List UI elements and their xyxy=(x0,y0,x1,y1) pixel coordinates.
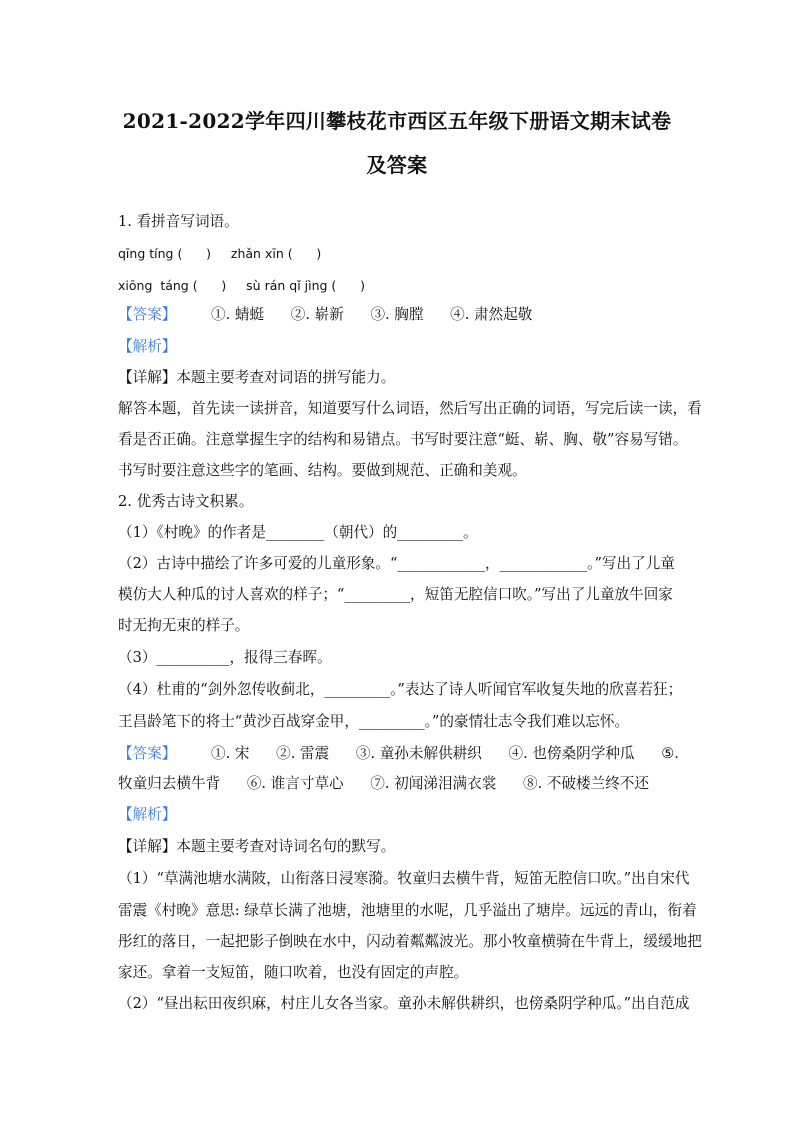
answer-item: ①. 蜻蜓 xyxy=(211,306,265,323)
explanation-line: 彤红的落日，一起把影子倒映在水中，闪动着粼粼波光。那小牧童横骑在牛背上，缓缓地把 xyxy=(118,933,702,950)
pinyin-line-1: qīng tíng ( ) zhǎn xīn ( ) xyxy=(118,246,322,261)
detail-tag: 【详解】 xyxy=(118,369,177,386)
answer-item: ④. 肃然起敬 xyxy=(450,306,533,323)
detail-line xyxy=(118,368,678,388)
detail-tag: 【详解】 xyxy=(118,838,177,855)
question-2-sub-4-cont: 王昌龄笔下的将士“黄沙百战穿金甲，_________。”的豪情壮志令我们难以忘怀。 xyxy=(118,713,630,730)
paragraph-line: 解答本题，首先读一读拼音，知道要写什么词语，然后写出正确的词语，写完后读一读，看 xyxy=(118,400,702,417)
answer-item: ①. 宋 xyxy=(211,745,250,762)
answer-item: 牧童归去横牛背 xyxy=(118,775,221,792)
answer-item: ③. 胸膛 xyxy=(370,306,424,323)
answer-item: ⑥. 谁言寸草心 xyxy=(246,775,344,792)
paragraph-line: 书写时要注意这些字的笔画、结构。要做到规范、正确和美观。 xyxy=(118,462,527,479)
detail-text: 本题主要考查对词语的拼写能力。 xyxy=(176,369,396,386)
detail-line xyxy=(118,837,678,857)
answer-item: ⑦. 初闻涕泪满衣裳 xyxy=(370,775,497,792)
question-2-sub-4: （4）杜甫的“剑外忽传收蓟北，_________。”表达了诗人听闻官军收复失地的欣喜若狂； xyxy=(118,681,683,698)
pinyin-line-2: xiōng táng ( ) sù rán qǐ jìng ( ) xyxy=(118,278,366,293)
question-2-sub-2-cont: 模仿大人种瓜的讨人喜欢的样子；“_________，短笛无腔信口吹。”写出了儿童放牛回家 xyxy=(118,586,673,603)
document-title-line2: 及答案 xyxy=(366,153,428,177)
explanation-line: 雷震《村晚》意思: 绿草长满了池塘，池塘里的水呢，几乎溢出了塘岸。远远的青山，衔着 xyxy=(118,902,697,919)
paragraph-line: 看是否正确。注意掌握生字的结构和易错点。书写时要注意“蜓、崭、胸、敬”容易写错。 xyxy=(118,431,688,448)
answer-tag: 【答案】 xyxy=(118,745,177,762)
explanation-line: 家还。拿着一支短笛，随口吹着，也没有固定的声腔。 xyxy=(118,964,469,981)
document-title-line1: 2021-2022学年四川攀枝花市西区五年级下册语文期末试卷 xyxy=(122,109,672,133)
question-2-sub-1: （1）《村晚》的作者是________（朝代）的_________。 xyxy=(118,524,478,541)
analysis-tag: 【解析】 xyxy=(118,338,177,355)
detail-text: 本题主要考查对诗词名句的默写。 xyxy=(176,838,396,855)
answer-item: ②. 雷震 xyxy=(276,745,330,762)
analysis-tag: 【解析】 xyxy=(118,806,177,823)
question-1-prompt: 1. 看拼音写词语。 xyxy=(118,213,239,230)
answer-item: ⑧. 不破楼兰终不还 xyxy=(522,775,649,792)
answer-tag: 【答案】 xyxy=(118,306,177,323)
answer-item: ③. 童孙未解供耕织 xyxy=(355,745,482,762)
question-2-sub-2-cont: 时无拘无束的样子。 xyxy=(118,617,250,634)
answer-item: ②. 崭新 xyxy=(290,306,344,323)
question-1-answer-row xyxy=(118,305,678,325)
question-2-sub-2: （2）古诗中描绘了许多可爱的儿童形象。“____________，____________。”写出了儿童 xyxy=(118,555,675,572)
answer-item: ⑤. xyxy=(661,745,679,762)
question-2-answer-row-cont xyxy=(118,774,678,794)
question-2-sub-3: （3）__________，报得三春晖。 xyxy=(118,649,332,666)
question-2-answer-row xyxy=(118,744,678,764)
question-2-prompt: 2. 优秀古诗文积累。 xyxy=(118,493,254,510)
explanation-line: （1）“草满池塘水满陂，山衔落日浸寒漪。牧童归去横牛背，短笛无腔信口吹。”出自宋代 xyxy=(118,870,690,887)
explanation-line: （2）“昼出耘田夜织麻，村庄儿女各当家。童孙未解供耕织，也傍桑阴学种瓜。”出自范成 xyxy=(118,995,690,1012)
answer-item: ④. 也傍桑阴学种瓜 xyxy=(508,745,635,762)
